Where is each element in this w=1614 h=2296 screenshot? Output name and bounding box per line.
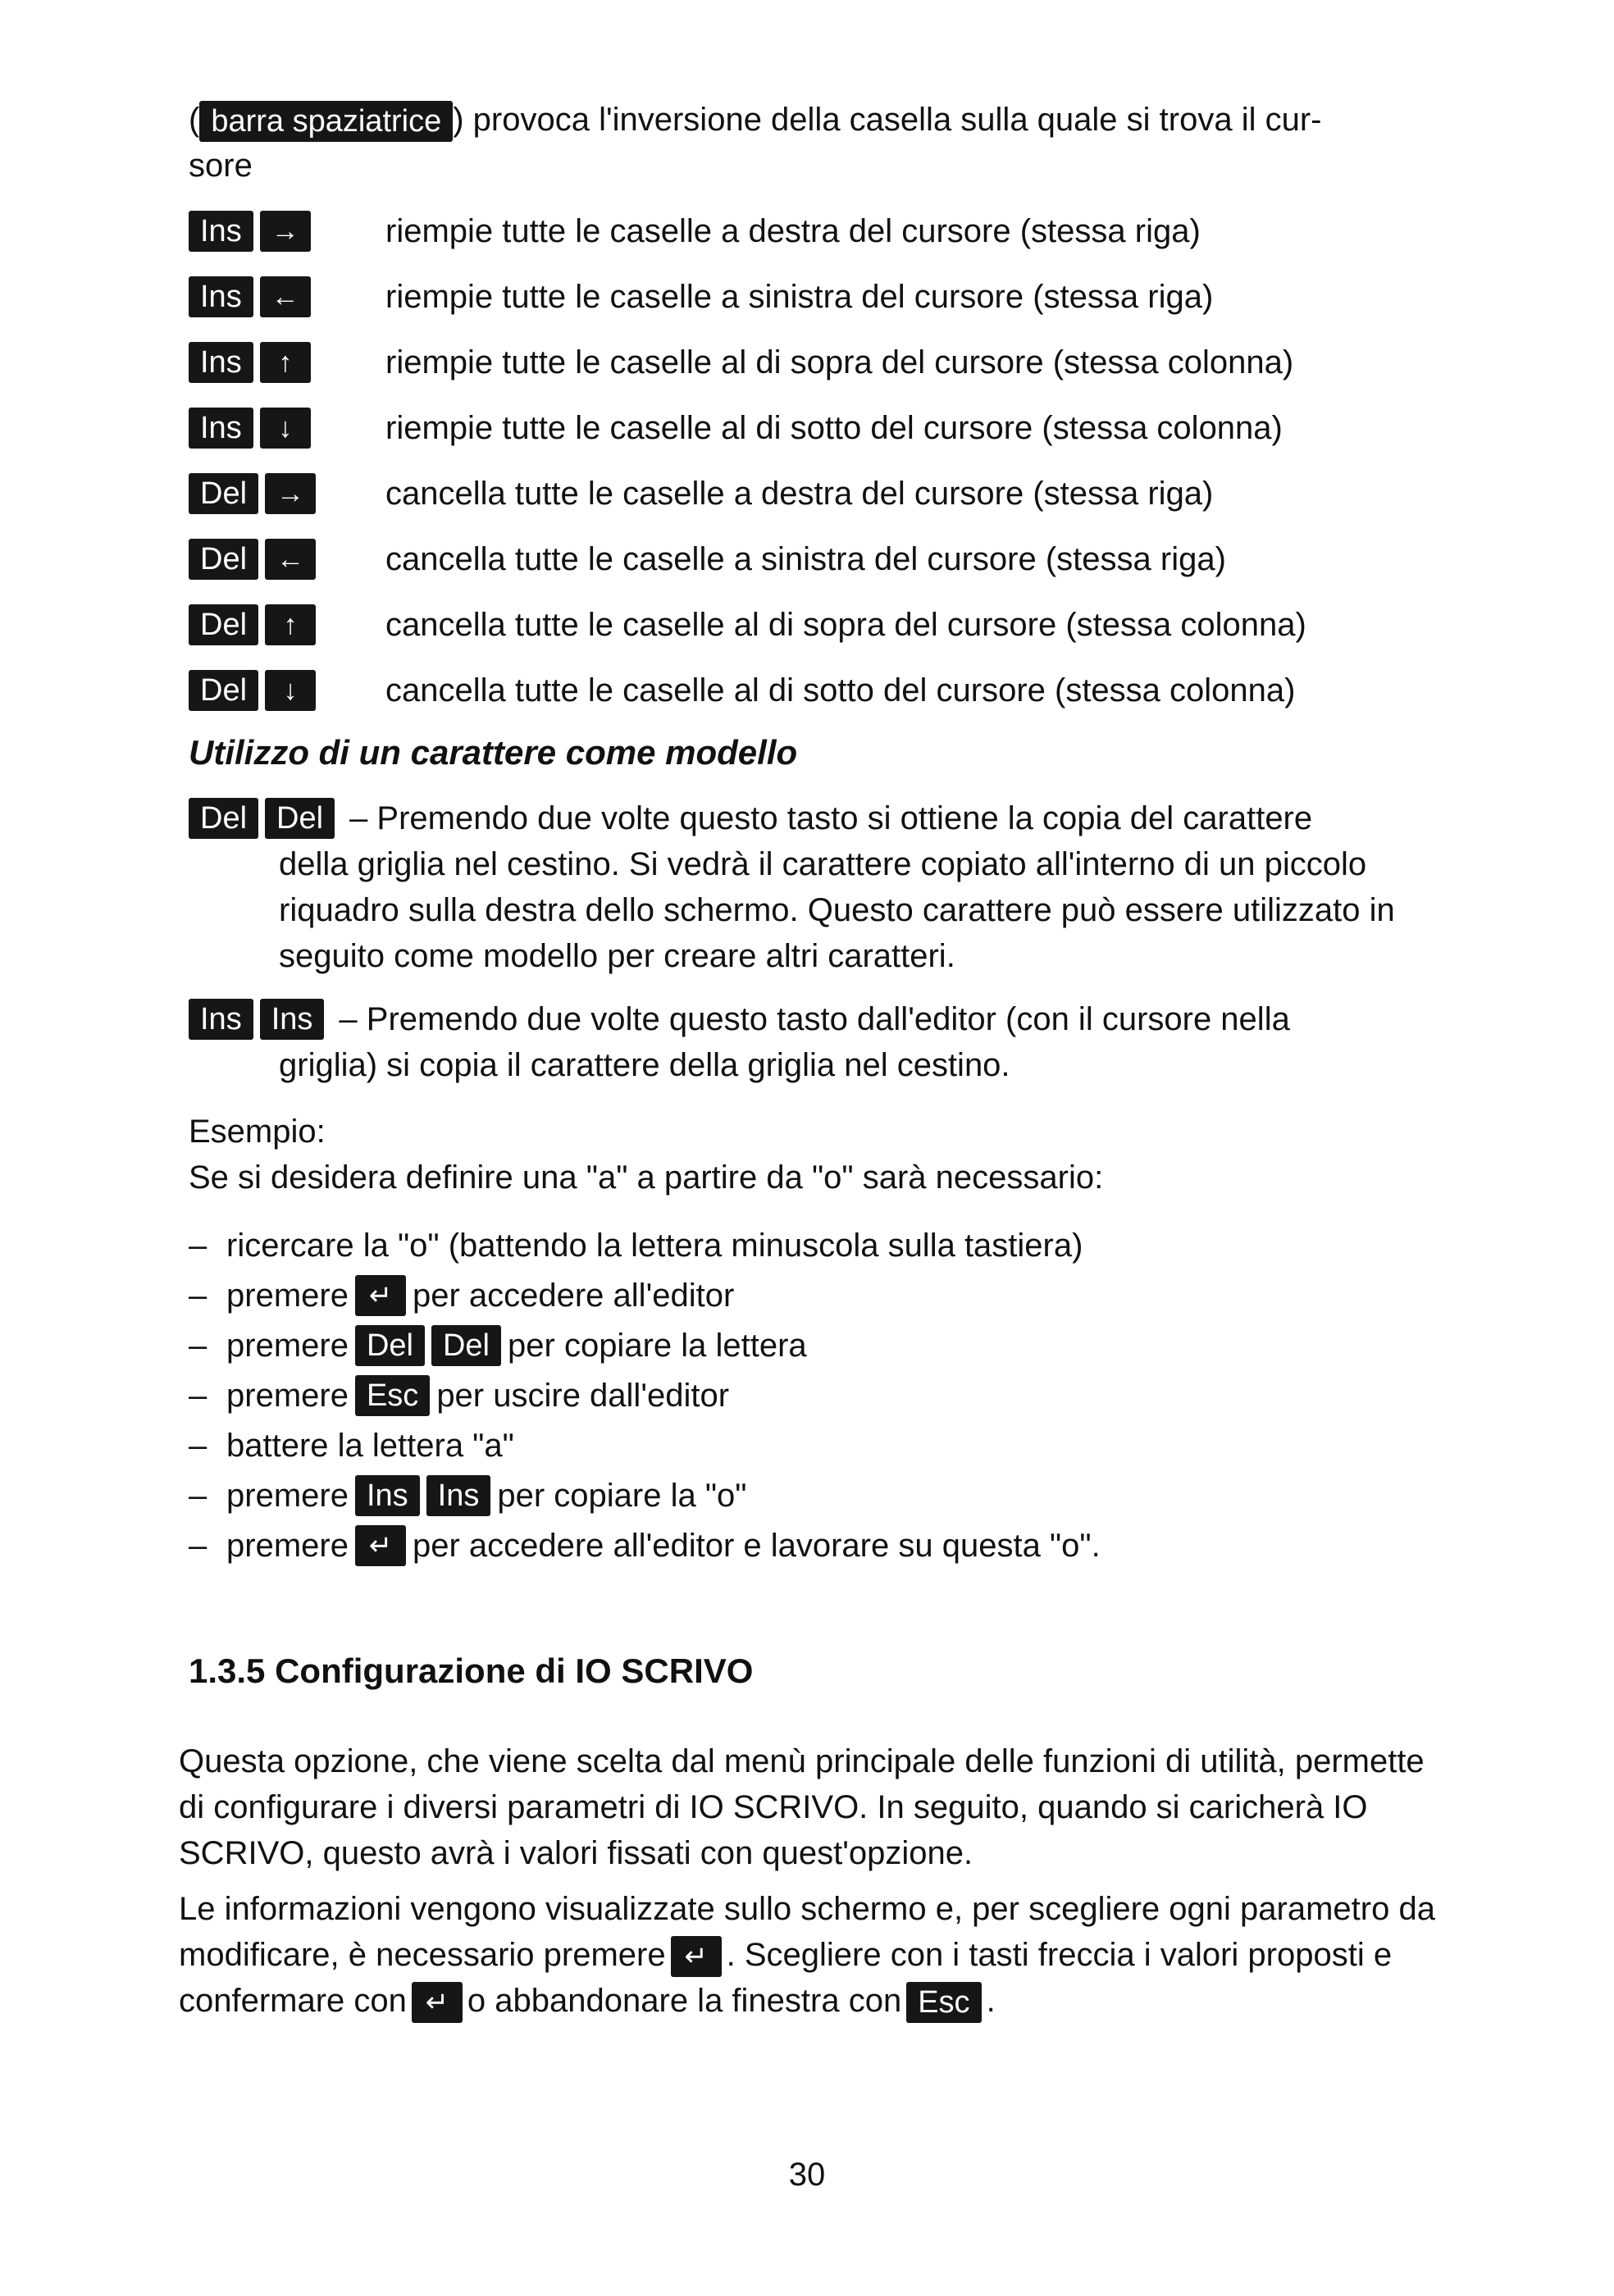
command-key-1: Del: [189, 670, 258, 711]
command-key-1: Del: [189, 539, 258, 580]
step-text: premere: [226, 1477, 349, 1514]
command-description: riempie tutte le caselle a sinistra del cursore (stessa riga): [385, 279, 1214, 315]
del-key: Del: [189, 798, 258, 839]
del-key: Del: [431, 1325, 501, 1366]
dash: –: [189, 1327, 207, 1364]
enter-key-icon: ↵: [671, 1936, 722, 1977]
command-description: cancella tutte le caselle a destra del cursore (stessa riga): [385, 476, 1214, 512]
arrow-down-icon: ↓: [260, 408, 311, 449]
command-row: [189, 536, 1226, 582]
ins-key: Ins: [355, 1475, 420, 1516]
list-item: [189, 1270, 1468, 1320]
ins-key: Ins: [426, 1475, 491, 1516]
command-row: [189, 208, 1201, 254]
command-key-1: Del: [189, 604, 258, 645]
command-key-1: Ins: [189, 276, 253, 317]
del-key: Del: [265, 798, 335, 839]
list-item: [189, 1370, 1468, 1420]
spacebar-key: barra spaziatrice: [199, 101, 453, 142]
step-text: ricercare la "o" (battendo la lettera minuscola sulla tastiera): [226, 1227, 1083, 1264]
list-item: [189, 1520, 1468, 1570]
dash: –: [189, 1277, 207, 1314]
dash: –: [189, 1477, 207, 1514]
model-item: [189, 996, 1468, 1088]
command-row: [189, 602, 1306, 648]
spacebar-description: ) provoca l'inversione della casella sulla quale si trova il cur- sore: [189, 102, 1322, 184]
subheading: Utilizzo di un carattere come modello: [189, 733, 798, 772]
model-item-first-line: – Premendo due volte questo tasto dall'editor (con il cursore nella: [339, 1001, 1290, 1037]
enter-key-icon: ↵: [412, 1982, 463, 2023]
open-paren: (: [189, 102, 200, 138]
paragraph-text: .: [986, 1983, 996, 2019]
paragraph-text: Le informazioni vengono visualizzate sullo schermo e, per scegliere ogni parametro da modificare, è necessario premere: [179, 1891, 1435, 1973]
command-row: [189, 339, 1293, 385]
step-text: premere: [226, 1377, 349, 1414]
step-text: premere: [226, 1527, 349, 1564]
step-text-after: per uscire dall'editor: [436, 1377, 730, 1414]
list-item: [189, 1320, 1468, 1370]
list-item: [189, 1470, 1468, 1520]
page-number: 30: [788, 2157, 826, 2193]
command-description: cancella tutte le caselle al di sotto del cursore (stessa colonna): [385, 672, 1296, 708]
paragraph: Questa opzione, che viene scelta dal menù principale delle funzioni di utilità, permette di configurare i diversi parametri di IO SCRIVO. In seguito, quando si caricherà IO SCRIVO, questo avrà i valori fissati con quest'opzione.: [179, 1743, 1425, 1871]
command-description: cancella tutte le caselle a sinistra del cursore (stessa riga): [385, 541, 1226, 577]
arrow-up-icon: ↑: [260, 342, 311, 383]
command-key-1: Ins: [189, 408, 253, 449]
step-text: battere la lettera "a": [226, 1427, 514, 1464]
steps-list: [189, 1220, 1468, 1570]
command-row: [189, 471, 1213, 517]
command-description: riempie tutte le caselle a destra del cursore (stessa riga): [385, 213, 1201, 249]
dash: –: [189, 1227, 207, 1264]
model-item-continuation: della griglia nel cestino. Si vedrà il carattere copiato all'interno di un piccolo riquadro sulla destra dello schermo. Questo carattere può essere utilizzato in seguito come modello per creare altri caratteri.: [279, 846, 1395, 974]
spacebar-intro: [189, 97, 1468, 189]
arrow-left-icon: ←: [265, 539, 316, 580]
paragraph-text: . Scegliere con i tasti freccia i valori proposti e confermare con: [179, 1937, 1393, 2019]
command-row: [189, 405, 1283, 451]
esc-key: Esc: [355, 1375, 430, 1416]
arrow-right-icon: →: [260, 211, 311, 252]
command-key-1: Ins: [189, 342, 253, 383]
step-text: premere: [226, 1277, 349, 1314]
arrow-left-icon: ←: [260, 276, 311, 317]
ins-key: Ins: [189, 999, 253, 1040]
command-row: [189, 274, 1213, 320]
command-description: riempie tutte le caselle al di sotto del cursore (stessa colonna): [385, 410, 1283, 446]
example-label: Esempio:: [189, 1114, 326, 1150]
command-key-1: Ins: [189, 211, 253, 252]
arrow-up-icon: ↑: [265, 604, 316, 645]
arrow-down-icon: ↓: [265, 670, 316, 711]
dash: –: [189, 1527, 207, 1564]
example-intro: Se si desidera definire una "a" a partire da "o" sarà necessario:: [189, 1159, 1104, 1196]
arrow-right-icon: →: [265, 473, 316, 514]
dash: –: [189, 1377, 207, 1414]
model-item-first-line: – Premendo due volte questo tasto si ottiene la copia del carattere: [349, 800, 1313, 836]
list-item: [189, 1420, 1468, 1470]
step-text: premere: [226, 1327, 349, 1364]
command-key-1: Del: [189, 473, 258, 514]
step-text-after: per accedere all'editor: [412, 1277, 735, 1314]
command-row: [189, 667, 1295, 713]
example-block: [189, 1109, 1468, 1200]
ins-key: Ins: [260, 999, 325, 1040]
command-description: riempie tutte le caselle al di sopra del cursore (stessa colonna): [385, 344, 1294, 380]
step-text-after: per accedere all'editor e lavorare su questa "o".: [412, 1527, 1101, 1564]
model-item: [189, 795, 1468, 979]
del-key: Del: [355, 1325, 425, 1366]
enter-key-icon: ↵: [355, 1525, 406, 1566]
model-item-continuation: griglia) si copia il carattere della griglia nel cestino.: [279, 1047, 1010, 1083]
section-title: 1.3.5 Configurazione di IO SCRIVO: [189, 1651, 754, 1690]
paragraph: [179, 1886, 1458, 2024]
step-text-after: per copiare la lettera: [508, 1327, 807, 1364]
command-description: cancella tutte le caselle al di sopra del cursore (stessa colonna): [385, 607, 1306, 643]
paragraph-text: o abbandonare la finestra con: [467, 1983, 902, 2019]
enter-key-icon: ↵: [355, 1275, 406, 1316]
step-text-after: per copiare la "o": [497, 1477, 747, 1514]
dash: –: [189, 1427, 207, 1464]
esc-key: Esc: [906, 1982, 981, 2023]
list-item: [189, 1220, 1468, 1270]
